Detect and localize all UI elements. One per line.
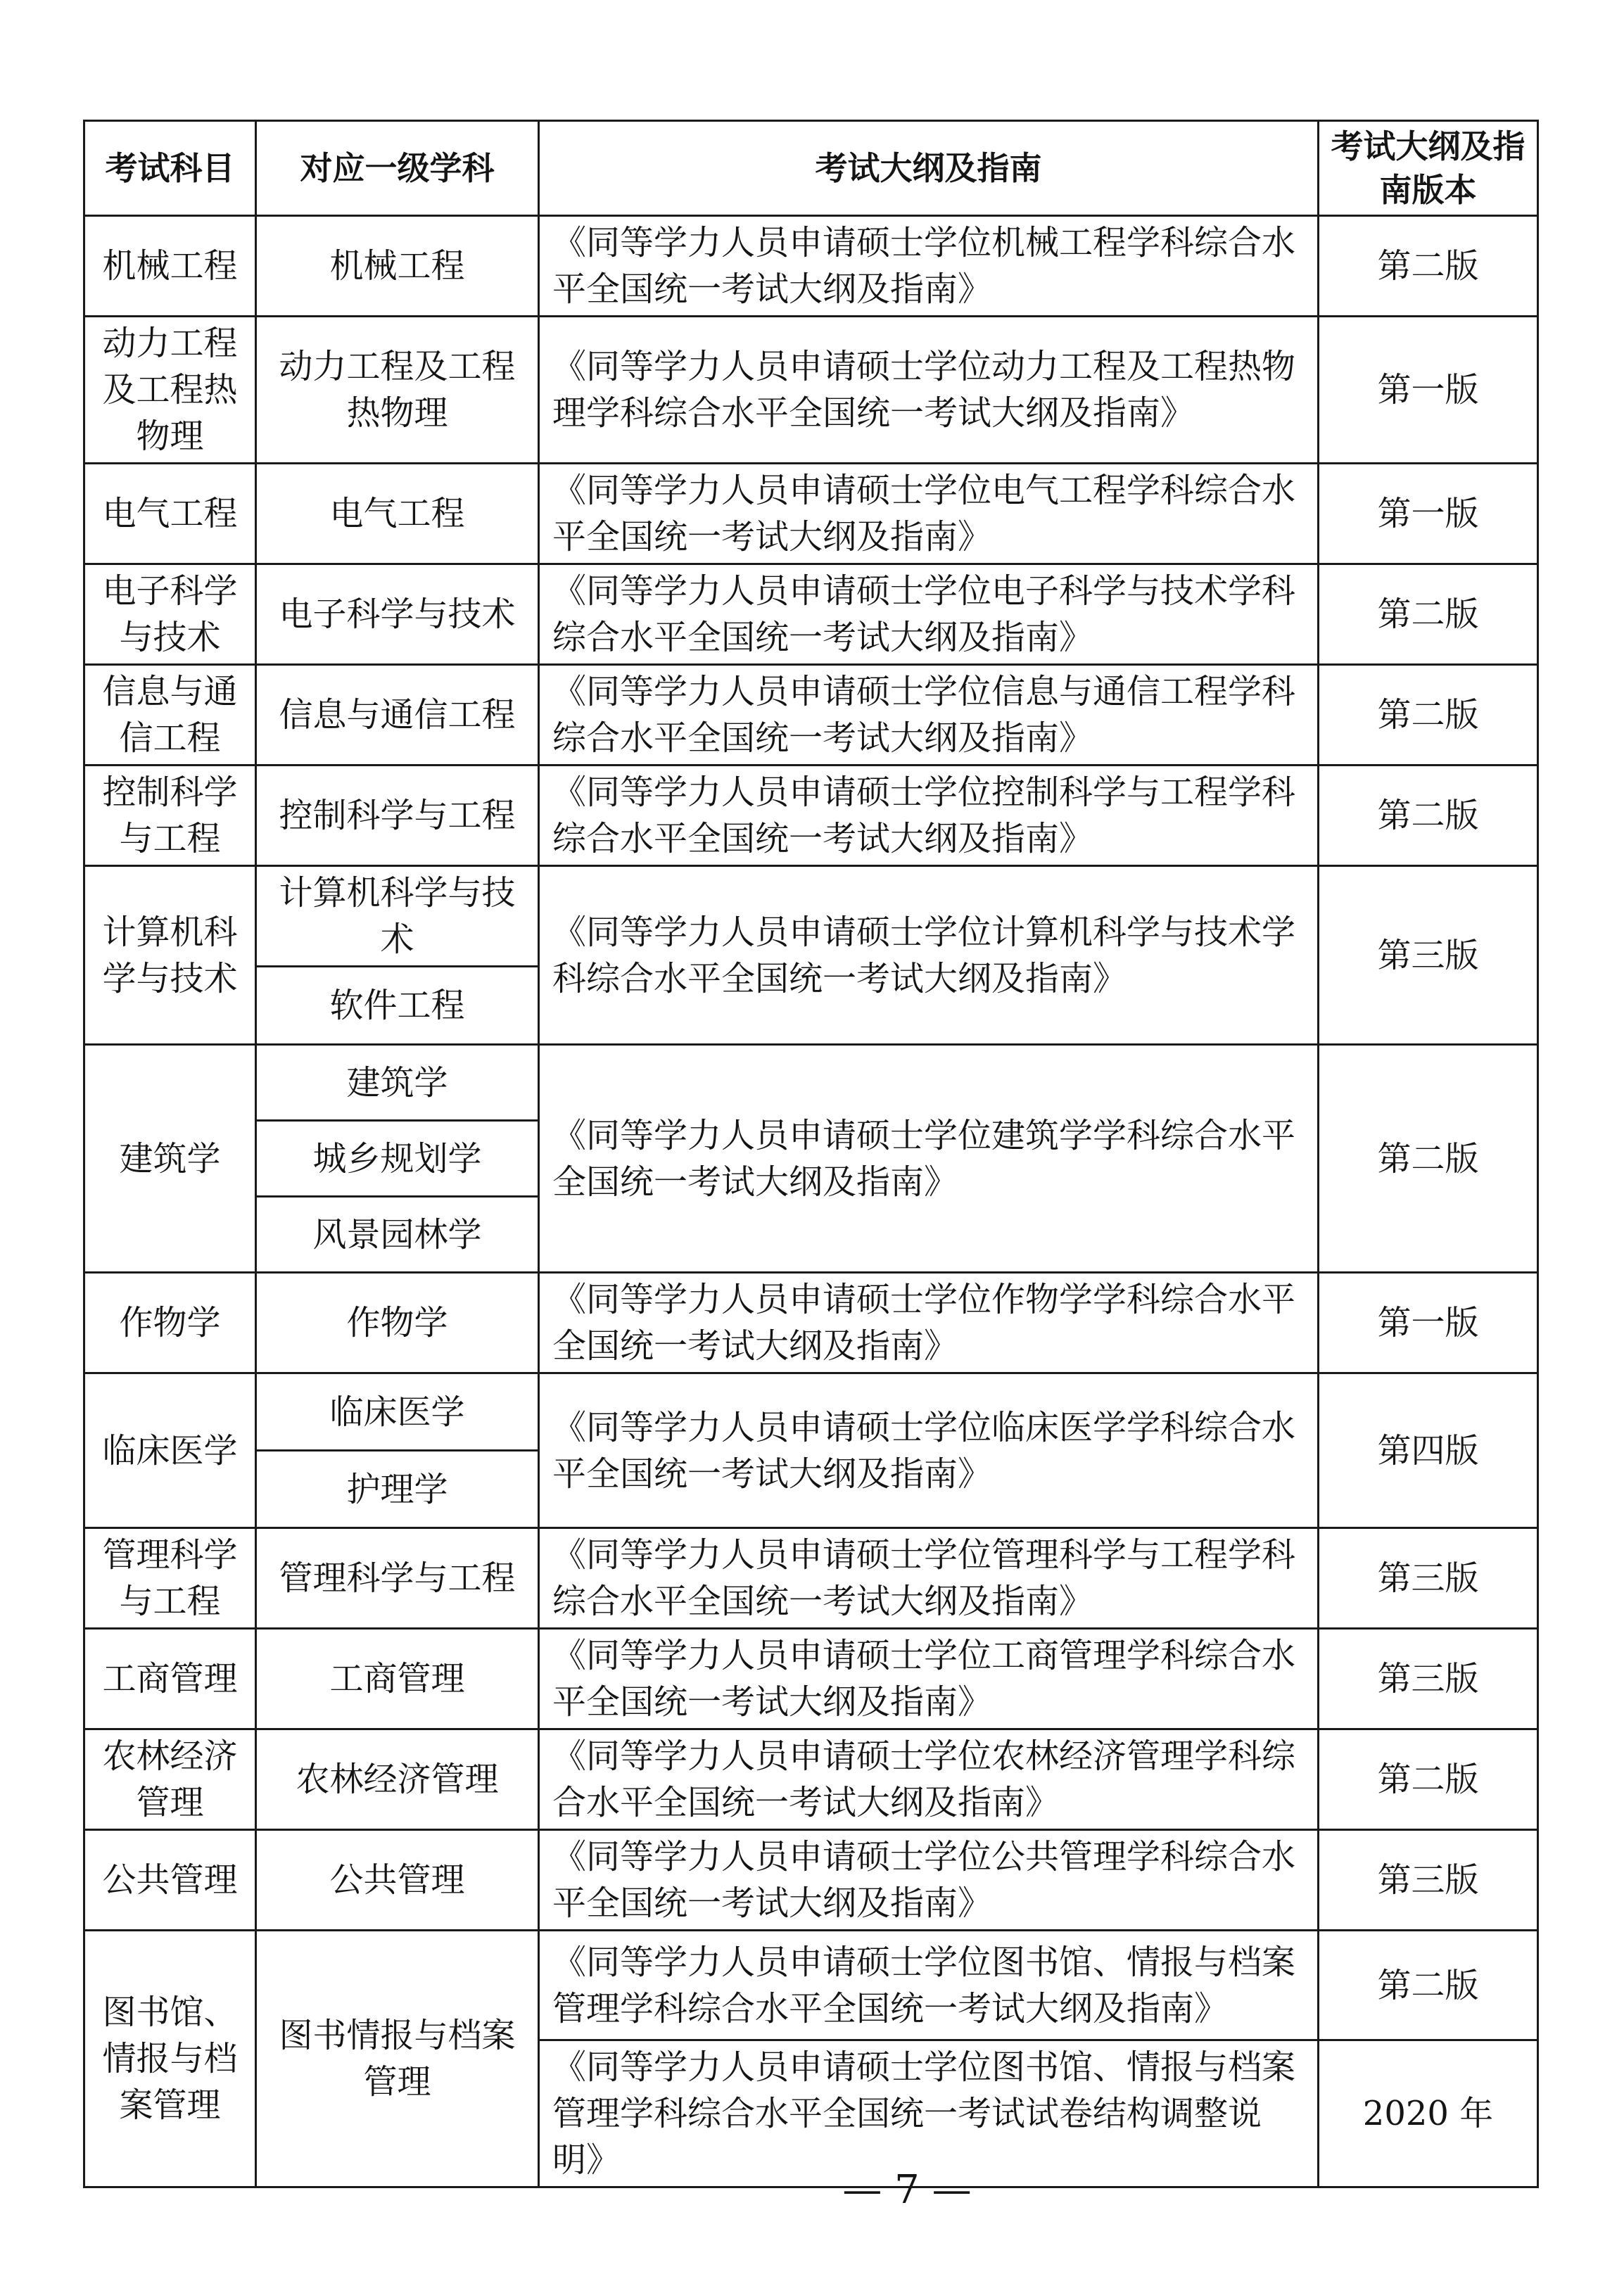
discipline-cell: 公共管理 <box>256 1830 539 1931</box>
version-cell: 第二版 <box>1319 766 1538 866</box>
version-cell: 第二版 <box>1319 665 1538 766</box>
discipline-cell: 作物学 <box>256 1273 539 1373</box>
table-row <box>84 1273 1538 1373</box>
subject-cell: 控制科学与工程 <box>84 766 256 866</box>
header-version: 考试大纲及指南版本 <box>1319 121 1538 216</box>
table-row <box>84 1045 1538 1121</box>
version-cell: 第二版 <box>1319 216 1538 317</box>
discipline-cell: 信息与通信工程 <box>256 665 539 766</box>
outline-cell: 《同等学力人员申请硕士学位电子科学与技术学科综合水平全国统一考试大纲及指南》 <box>539 564 1319 665</box>
version-cell: 第三版 <box>1319 866 1538 1045</box>
table-row <box>84 766 1538 866</box>
version-cell: 第三版 <box>1319 1528 1538 1629</box>
outline-cell: 《同等学力人员申请硕士学位电气工程学科综合水平全国统一考试大纲及指南》 <box>539 464 1319 564</box>
table-row <box>84 317 1538 464</box>
subject-cell: 作物学 <box>84 1273 256 1373</box>
header-discipline: 对应一级学科 <box>256 121 539 216</box>
version-cell: 第一版 <box>1319 464 1538 564</box>
outline-cell: 《同等学力人员申请硕士学位临床医学学科综合水平全国统一考试大纲及指南》 <box>539 1373 1319 1528</box>
table-row <box>84 464 1538 564</box>
outline-cell: 《同等学力人员申请硕士学位计算机科学与技术学科综合水平全国统一考试大纲及指南》 <box>539 866 1319 1045</box>
discipline-cell: 图书情报与档案管理 <box>256 1931 539 2187</box>
version-cell: 第三版 <box>1319 1830 1538 1931</box>
outline-cell: 《同等学力人员申请硕士学位作物学学科综合水平全国统一考试大纲及指南》 <box>539 1273 1319 1373</box>
discipline-cell: 农林经济管理 <box>256 1729 539 1830</box>
outline-cell: 《同等学力人员申请硕士学位管理科学与工程学科综合水平全国统一考试大纲及指南》 <box>539 1528 1319 1629</box>
version-cell: 第二版 <box>1319 1729 1538 1830</box>
table-row <box>84 1629 1538 1729</box>
table-row <box>84 1373 1538 1451</box>
subject-cell: 建筑学 <box>84 1045 256 1273</box>
discipline-cell: 控制科学与工程 <box>256 766 539 866</box>
subject-cell: 农林经济管理 <box>84 1729 256 1830</box>
version-cell: 第三版 <box>1319 1629 1538 1729</box>
subject-cell: 工商管理 <box>84 1629 256 1729</box>
table-row <box>84 564 1538 665</box>
discipline-cell: 电子科学与技术 <box>256 564 539 665</box>
discipline-cell: 建筑学 <box>256 1045 539 1121</box>
discipline-cell: 计算机科学与技术 <box>256 866 539 967</box>
version-cell: 第一版 <box>1319 317 1538 464</box>
discipline-cell: 软件工程 <box>256 967 539 1045</box>
version-cell: 2020 年 <box>1319 2040 1538 2187</box>
outline-cell: 《同等学力人员申请硕士学位图书馆、情报与档案管理学科综合水平全国统一考试大纲及指南》 <box>539 1931 1319 2040</box>
discipline-cell: 管理科学与工程 <box>256 1528 539 1629</box>
outline-cell: 《同等学力人员申请硕士学位公共管理学科综合水平全国统一考试大纲及指南》 <box>539 1830 1319 1931</box>
discipline-cell: 工商管理 <box>256 1629 539 1729</box>
subject-cell: 临床医学 <box>84 1373 256 1528</box>
version-cell: 第二版 <box>1319 1045 1538 1273</box>
table-body <box>84 216 1538 2187</box>
header-outline: 考试大纲及指南 <box>539 121 1319 216</box>
subject-cell: 图书馆、情报与档案管理 <box>84 1931 256 2187</box>
version-cell: 第二版 <box>1319 1931 1538 2040</box>
outline-cell: 《同等学力人员申请硕士学位图书馆、情报与档案管理学科综合水平全国统一考试试卷结构调整说明》 <box>539 2040 1319 2187</box>
header-subject: 考试科目 <box>84 121 256 216</box>
table-row <box>84 665 1538 766</box>
subject-cell: 计算机科学与技术 <box>84 866 256 1045</box>
version-cell: 第四版 <box>1319 1373 1538 1528</box>
discipline-cell: 护理学 <box>256 1451 539 1528</box>
discipline-cell: 临床医学 <box>256 1373 539 1451</box>
table-row <box>84 866 1538 967</box>
outline-cell: 《同等学力人员申请硕士学位工商管理学科综合水平全国统一考试大纲及指南》 <box>539 1629 1319 1729</box>
page-number: — 7 — <box>842 2167 972 2213</box>
subject-cell: 电气工程 <box>84 464 256 564</box>
subject-cell: 动力工程及工程热物理 <box>84 317 256 464</box>
subject-cell: 公共管理 <box>84 1830 256 1931</box>
outline-cell: 《同等学力人员申请硕士学位控制科学与工程学科综合水平全国统一考试大纲及指南》 <box>539 766 1319 866</box>
exam-outline-table <box>83 120 1539 2188</box>
outline-cell: 《同等学力人员申请硕士学位建筑学学科综合水平全国统一考试大纲及指南》 <box>539 1045 1319 1273</box>
discipline-cell: 机械工程 <box>256 216 539 317</box>
discipline-cell: 城乡规划学 <box>256 1121 539 1197</box>
version-cell: 第一版 <box>1319 1273 1538 1373</box>
outline-cell: 《同等学力人员申请硕士学位农林经济管理学科综合水平全国统一考试大纲及指南》 <box>539 1729 1319 1830</box>
table-row <box>84 1729 1538 1830</box>
discipline-cell: 电气工程 <box>256 464 539 564</box>
outline-cell: 《同等学力人员申请硕士学位信息与通信工程学科综合水平全国统一考试大纲及指南》 <box>539 665 1319 766</box>
version-cell: 第二版 <box>1319 564 1538 665</box>
discipline-cell: 风景园林学 <box>256 1197 539 1273</box>
header-row <box>84 121 1538 216</box>
subject-cell: 信息与通信工程 <box>84 665 256 766</box>
outline-cell: 《同等学力人员申请硕士学位机械工程学科综合水平全国统一考试大纲及指南》 <box>539 216 1319 317</box>
discipline-cell: 动力工程及工程热物理 <box>256 317 539 464</box>
table-row <box>84 216 1538 317</box>
outline-cell: 《同等学力人员申请硕士学位动力工程及工程热物理学科综合水平全国统一考试大纲及指南》 <box>539 317 1319 464</box>
table-row <box>84 1830 1538 1931</box>
subject-cell: 电子科学与技术 <box>84 564 256 665</box>
table-row-library <box>84 1931 1538 2040</box>
table-row <box>84 1528 1538 1629</box>
subject-cell: 管理科学与工程 <box>84 1528 256 1629</box>
subject-cell: 机械工程 <box>84 216 256 317</box>
